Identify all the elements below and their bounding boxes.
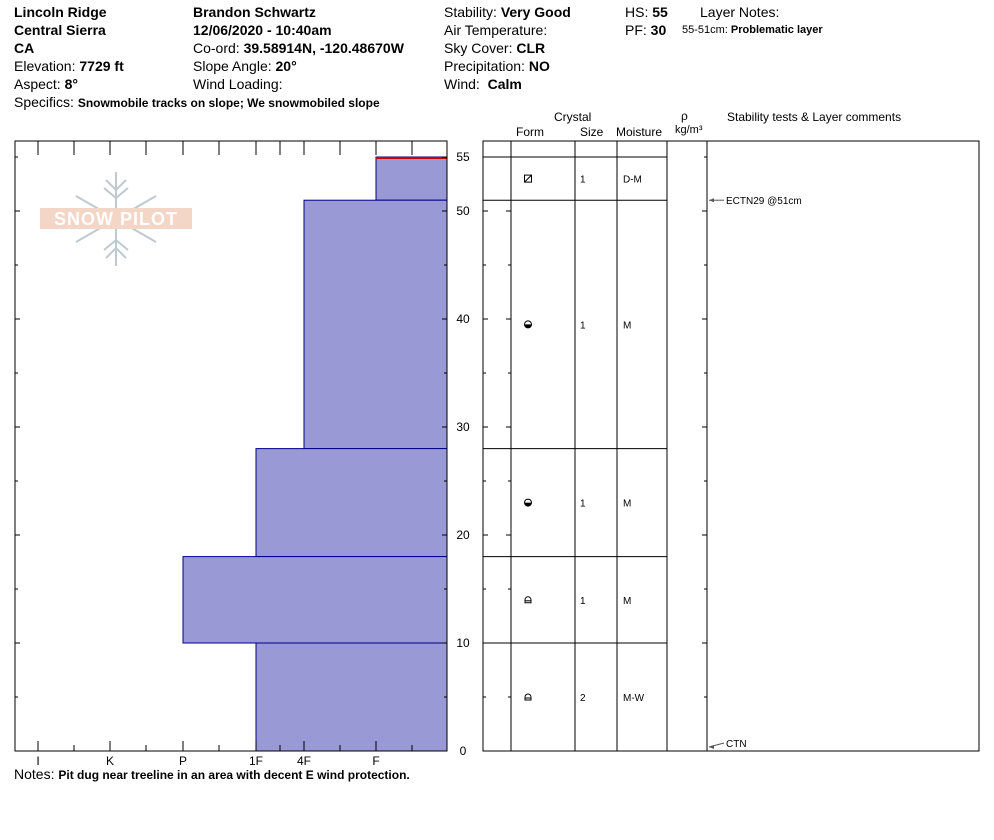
aspect-value: 8°	[64, 76, 78, 92]
sky-cover-value: CLR	[516, 40, 546, 56]
size-header: Size	[580, 125, 604, 139]
crystal-size-1: 1	[580, 320, 586, 332]
hardness-bar-4	[256, 643, 447, 751]
snow-height-value: 55	[652, 4, 668, 20]
notes-text: Pit dug near treeline in an area with decent E wind protection.	[58, 768, 410, 782]
hardness-bar-0	[376, 157, 447, 200]
form-header: Form	[516, 125, 544, 139]
crystal-table	[483, 141, 979, 751]
y-tick-label-30: 30	[456, 420, 470, 434]
hardness-bar-1	[304, 200, 447, 448]
y-tick-label-55: 55	[456, 150, 470, 164]
snow-height-label: HS:	[625, 4, 649, 20]
foot-penetration-label: PF:	[625, 22, 647, 38]
slope-angle-label: Slope Angle:	[193, 58, 272, 74]
y-tick-label-0: 0	[459, 744, 467, 758]
crystal-size-0: 1	[580, 174, 586, 186]
crystal-size-4: 2	[580, 693, 586, 704]
crystal-size-2: 1	[580, 498, 586, 510]
slope-angle-value: 20°	[275, 58, 297, 74]
wind-label: Wind:	[444, 76, 480, 92]
precipitation-value: NO	[528, 58, 550, 74]
aspect-label: Aspect:	[14, 76, 61, 92]
moisture-header: Moisture	[616, 125, 663, 139]
density-unit-header: kg/m³	[675, 124, 703, 136]
stability-value: Very Good	[500, 4, 571, 20]
x-tick-label-4F: 4F	[296, 754, 312, 768]
mountain-range: Central Sierra	[14, 22, 106, 38]
wind-value: Calm	[487, 76, 522, 92]
y-tick-label-20: 20	[456, 528, 470, 542]
elevation-label: Elevation:	[14, 58, 76, 74]
coordinates-label: Co-ord:	[193, 40, 240, 56]
crystal-form-icon-4	[525, 694, 531, 700]
stability-test-arrowhead-1	[709, 745, 714, 749]
specifics-value: Snowmobile tracks on slope; We snowmobiled slope	[77, 96, 380, 110]
observer-name: Brandon Schwartz	[193, 4, 316, 20]
state: CA	[14, 40, 35, 56]
air-temperature-label: Air Temperature:	[444, 22, 548, 38]
crystal-moisture-4: M-W	[623, 693, 645, 704]
crystal-size-3: 1	[580, 595, 586, 607]
notes-label: Notes:	[14, 766, 55, 782]
table-frame	[483, 141, 979, 751]
sky-cover-label: Sky Cover:	[444, 40, 513, 56]
hardness-bar-3	[183, 557, 447, 643]
crystal-header: Crystal	[554, 110, 592, 124]
coordinates-value: 39.58914N, -120.48670W	[243, 40, 404, 56]
rho-header: ρ	[681, 109, 688, 123]
specifics-label: Specifics:	[14, 94, 74, 110]
x-tick-label-K: K	[105, 754, 115, 768]
layer-notes-label: Layer Notes:	[700, 4, 780, 20]
y-tick-label-50: 50	[456, 204, 470, 218]
crystal-moisture-3: M	[623, 595, 632, 607]
crystal-form-icon-mark-0	[525, 175, 532, 182]
x-tick-label-P: P	[178, 754, 188, 768]
snowpilot-logo	[40, 172, 192, 266]
stability-label: Stability:	[444, 4, 497, 20]
location-name: Lincoln Ridge	[14, 4, 107, 20]
x-tick-label-I: I	[36, 754, 40, 768]
precipitation-label: Precipitation:	[444, 58, 525, 74]
layer-note-text: Problematic layer	[730, 24, 823, 36]
x-tick-label-1F: 1F	[248, 754, 264, 768]
y-tick-label-10: 10	[456, 636, 470, 650]
elevation-value: 7729 ft	[79, 58, 124, 74]
foot-penetration-value: 30	[650, 22, 667, 38]
observation-datetime: 12/06/2020 - 10:40am	[193, 22, 332, 38]
crystal-moisture-1: M	[623, 320, 632, 332]
logo-text: SNOW PILOT	[54, 209, 178, 229]
hardness-plot	[15, 141, 470, 768]
hardness-bar-2	[256, 449, 447, 557]
stability-test-1: CTN	[726, 739, 747, 750]
x-tick-label-F: F	[372, 754, 380, 768]
wind-loading-label: Wind Loading:	[193, 76, 283, 92]
stability-test-arrowhead-0	[709, 198, 714, 202]
crystal-form-icon-3	[525, 597, 531, 603]
y-tick-label-40: 40	[456, 312, 470, 326]
stability-comments-header: Stability tests & Layer comments	[727, 110, 902, 124]
stability-test-0: ECTN29 @51cm	[726, 196, 802, 208]
crystal-moisture-0: D-M	[623, 174, 642, 186]
layer-note-range: 55-51cm:	[682, 24, 728, 36]
crystal-moisture-2: M	[623, 498, 632, 510]
